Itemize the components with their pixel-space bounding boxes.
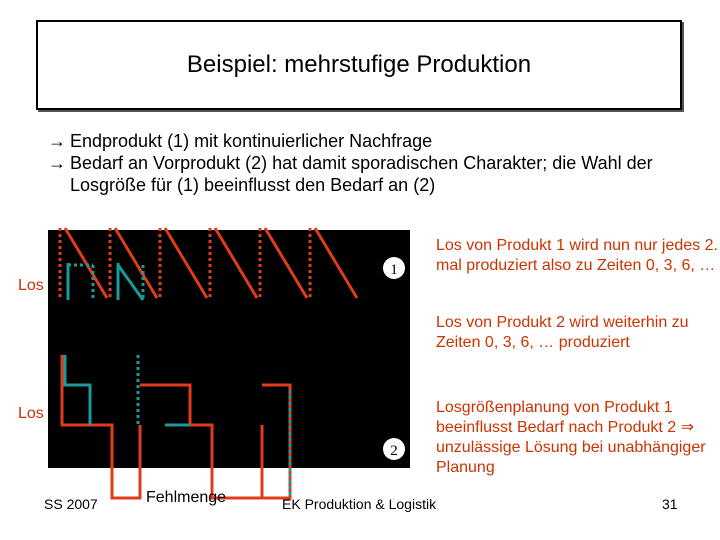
los-label-bottom: Los: [18, 405, 44, 422]
bullet-text: Endprodukt (1) mit kontinuierlicher Nachfrage: [70, 131, 433, 151]
footer-course: EK Produktion & Logistik: [282, 496, 437, 512]
note-product-2: Los von Produkt 2 wird weiterhin zu Zeiten 0, 3, 6, … produziert: [436, 314, 689, 351]
note-product-1: Los von Produkt 1 wird nun nur jedes 2. mal produziert also zu Zeiten 0, 3, 6, …: [436, 237, 718, 274]
bullet-text: Bedarf an Vorprodukt (2) hat damit sporadischen Charakter; die Wahl der Losgröße für (1) beeinflusst den Bedarf an (2): [70, 153, 653, 195]
fehlmenge-label: Fehlmenge: [146, 489, 227, 506]
note-conclusion: Losgrößenplanung von Produkt 1 beeinflusst Bedarf nach Produkt 2 ⇒ unzulässige Lösung bei unabhängiger Planung: [436, 399, 706, 476]
bullet-item: [48, 152, 688, 196]
chart-background: [48, 230, 410, 468]
bullet-item: [48, 130, 688, 152]
title-box: [36, 20, 682, 110]
slide-title: Beispiel: mehrstufige Produktion: [186, 51, 532, 78]
footer-semester: SS 2007: [44, 496, 98, 512]
chart-label-1: 1: [390, 262, 398, 278]
chart-label-2: 2: [390, 443, 398, 459]
arrow-icon: →: [48, 153, 66, 173]
los-label-top: Los: [18, 277, 44, 294]
bullet-list: [48, 130, 688, 196]
arrow-icon: →: [48, 131, 66, 151]
page-number: 31: [662, 496, 678, 512]
